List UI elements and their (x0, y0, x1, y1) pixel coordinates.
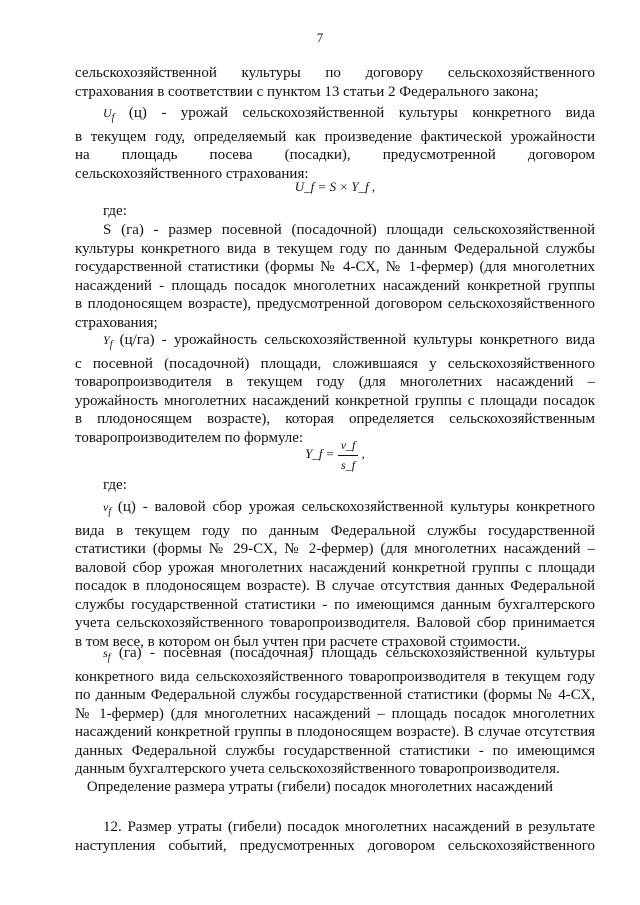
formula-uf: U_f = S × Y_f , (294, 179, 376, 194)
symbol-u: $U_f$ (103, 106, 115, 124)
paragraph-intro (75, 64, 595, 101)
text-line: данным бухгалтерского учета сельскохозяйственного товаропроизводителя. (75, 761, 560, 778)
text-line: государственной статистики (формы № 4-СХ, № 1-фермер) (для многолетних (75, 259, 595, 275)
text-line: наступления событий, предусмотренных договором сельскохозяйственного (75, 837, 595, 854)
fraction-numerator: v_f (338, 436, 359, 456)
definition-s (75, 221, 595, 332)
text-line: службы государственной статистики - по имеющимся данным бухгалтерского (75, 596, 595, 613)
page-number: 7 (316, 30, 324, 45)
text-line: S (га) - размер посевной (посадочной) площади сельскохозяйственной (103, 222, 595, 238)
text-line: учета сельскохозяйственного товаропроизводителя. Валовой сбор принимается (75, 615, 595, 632)
symbol-s: $s_f$ (103, 646, 111, 664)
definition-yf (75, 331, 595, 447)
text-line: вида в текущем году по данным Федеральной службы государственной (75, 522, 595, 539)
text-line: с посевной (посадочной) площади, сложившаяся у сельскохозяйственного (75, 355, 595, 372)
text-line: № 1-фермер) (для многолетних насаждений – площадь посадок многолетних (75, 705, 595, 722)
text-line: (ц) - урожай сельскохозяйственной культуры конкретного вида (128, 105, 596, 121)
symbol-v: $v_f$ (103, 500, 112, 518)
text-line: в том весе, в котором он был учтен при расчете страховой стоимости. (75, 633, 521, 650)
text-line: (ц) - валовой сбор урожая сельскохозяйственной культуры конкретного (117, 499, 595, 515)
formula-yf (75, 436, 595, 474)
text-line: валовой сбор урожая многолетних насаждений конкретной группы с площади (75, 559, 595, 576)
symbol-y: $Y_f$ (103, 333, 113, 351)
definition-vf (75, 498, 595, 651)
text-line: в плодоносящем возрасте), которая определяется сельскохозяйственным (75, 411, 595, 428)
text-line: посадок в плодоносящем возрасте). В случае отсутствия данных Федеральной (75, 578, 595, 595)
text-line: по данным Федеральной службы государственной статистики (формы № 4-СХ, (75, 687, 595, 704)
fraction (338, 436, 359, 474)
text-line: данных Федеральной службы государственной статистики - по имеющимся (75, 742, 595, 759)
text-line: конкретного вида сельскохозяйственного товаропроизводителя в текущем году (75, 668, 595, 685)
text-line: страхования в соответствии с пунктом 13 статьи 2 Федерального закона; (75, 83, 539, 100)
text-line: (ц/га) - урожайность сельскохозяйственной культуры конкретного вида (119, 332, 595, 348)
text-line: насаждений конкретной группы в плодоносящем возрасте). В случае отсутствия (75, 724, 595, 741)
text-line: на площадь посева (посадки), предусмотренной договором (75, 147, 595, 164)
formula-tail: , (361, 445, 365, 461)
text-line: культуры конкретного вида в текущем году по данным Федеральной службы (75, 240, 595, 257)
text-line: (га) - посевная (посадочная) площадь сельскохозяйственной культуры (118, 645, 596, 661)
paragraph-12 (75, 818, 595, 855)
text-line: страхования; (75, 314, 158, 331)
text-line: 12. Размер утраты (гибели) посадок многолетних насаждений в результате (103, 819, 595, 835)
fraction-denominator: s_f (341, 457, 356, 472)
where-label: где: (103, 477, 127, 493)
section-heading: Определение размера утраты (гибели) посадок многолетних насаждений (86, 779, 554, 795)
text-line: в текущем году, определяемый как произведение фактической урожайности (75, 128, 595, 145)
where-label: где: (103, 203, 127, 219)
text-line: сельскохозяйственной культуры по договору сельскохозяйственного (75, 65, 595, 81)
text-line: в плодоносящем возрасте), предусмотренной договором сельскохозяйственного (75, 296, 595, 312)
text-line: урожайность многолетних насаждений конкретной группы с площади посадок (75, 392, 595, 409)
definition-uf (75, 104, 595, 183)
formula-lhs: Y_f = (305, 445, 335, 461)
text-line: товаропроизводителя в текущем году (для многолетних насаждений – (75, 374, 595, 391)
text-line: насаждений - площадь посадок многолетних насаждений конкретной группы (75, 277, 595, 294)
text-line: сельскохозяйственного страхования: (75, 165, 309, 182)
definition-sf (75, 644, 595, 779)
text-line: статистики (формы № 29-СХ, № 2-фермер) (для многолетних насаждений – (75, 541, 595, 558)
text-line: товаропроизводителем по формуле: (75, 429, 304, 446)
